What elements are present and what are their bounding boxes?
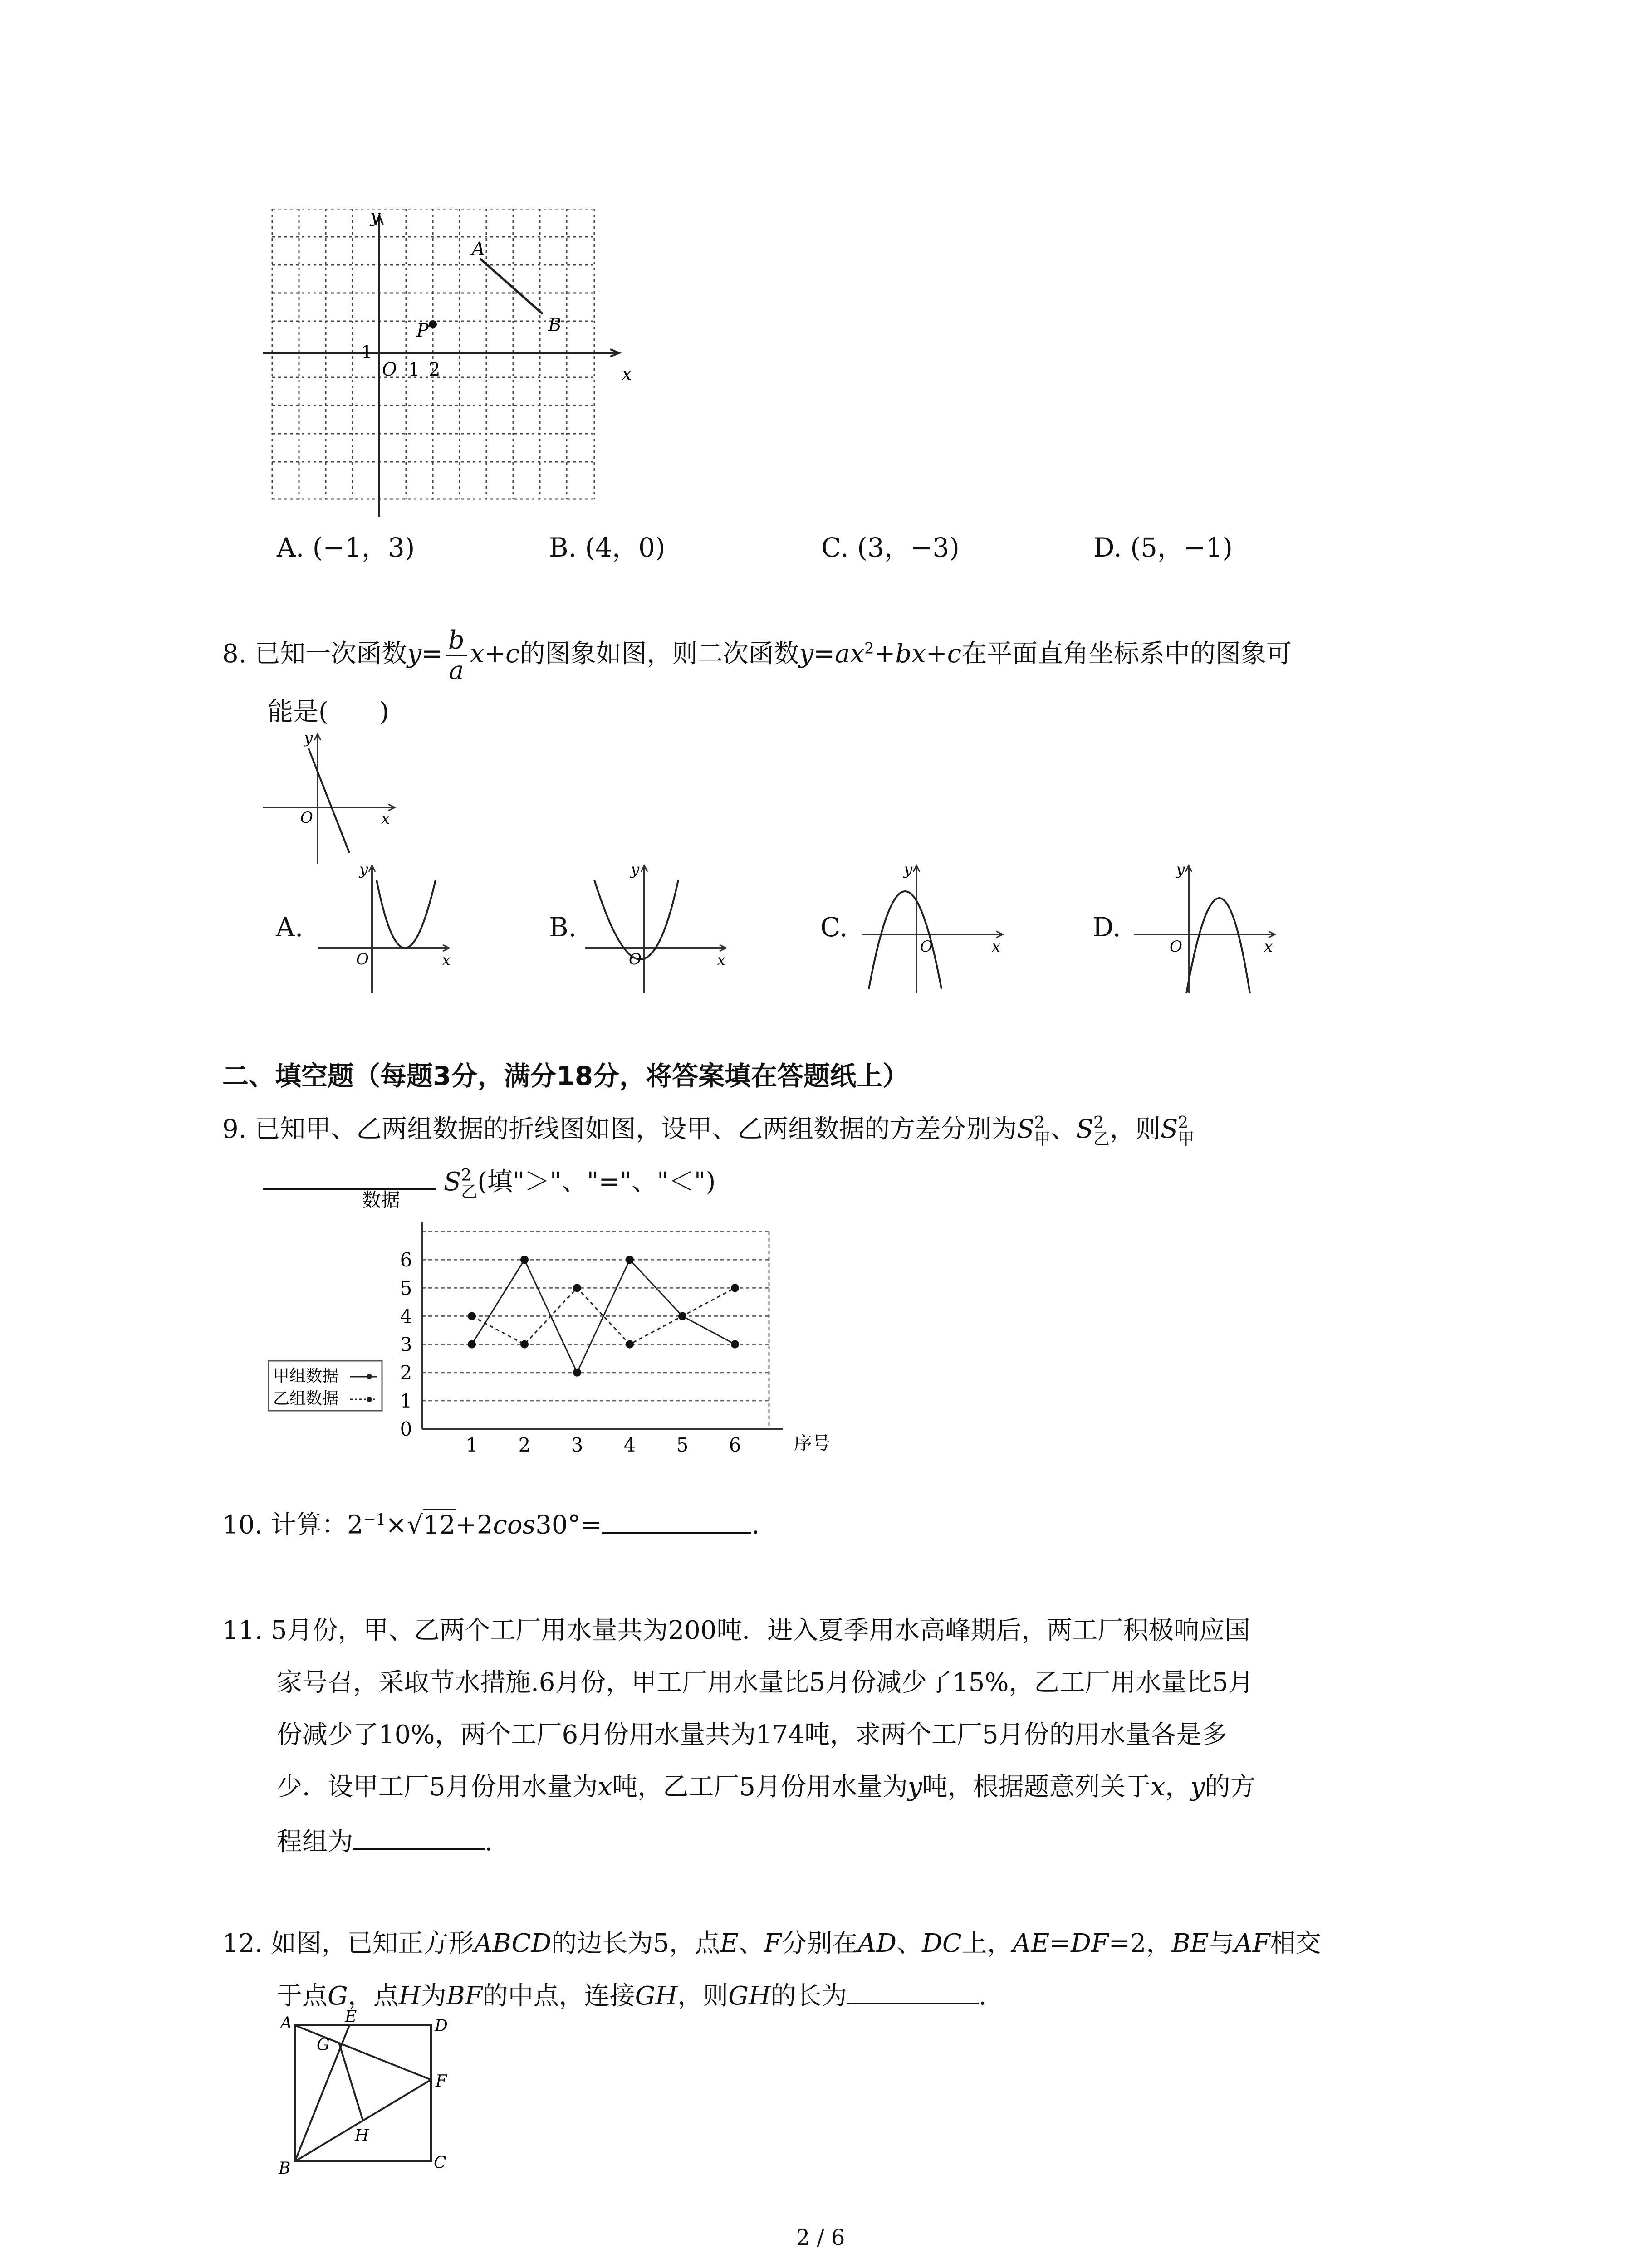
q7-option-a[interactable]	[277, 526, 415, 564]
q12-text: ，点	[348, 1981, 399, 2011]
q7-coordinate-grid	[254, 209, 635, 517]
q8-option-b-graph	[581, 862, 735, 998]
label-d: D	[435, 2017, 448, 2035]
option-value: (−1，3)	[312, 532, 415, 563]
chart-x-tick-label: 2	[518, 1434, 531, 1456]
chart-ylabel: 数据	[362, 1189, 401, 1211]
q7-option-d[interactable]	[1093, 526, 1233, 564]
option-letter: B.	[549, 532, 577, 563]
question-number: 10.	[222, 1510, 263, 1540]
option-value: (5，−1)	[1130, 532, 1233, 563]
origin-label: O	[920, 938, 933, 956]
option-letter: C.	[821, 532, 849, 563]
q8-linear-graph	[259, 730, 408, 866]
label-h: H	[355, 2126, 369, 2145]
chart-y-tick-label: 5	[400, 1277, 412, 1300]
sup: 2	[1093, 1113, 1104, 1132]
x-tick-2: 2	[429, 359, 441, 380]
q9-answer-blank[interactable]	[263, 1161, 436, 1190]
chart-legend	[269, 1361, 382, 1411]
series-1-point	[626, 1256, 634, 1264]
variance-symbol: S	[1076, 1114, 1094, 1144]
q12-var: DC	[922, 1929, 962, 1958]
series-2-point	[731, 1284, 739, 1292]
series-1-point	[520, 1256, 529, 1264]
question-number: 11.	[222, 1616, 263, 1645]
q12-text: 与	[1209, 1929, 1234, 1958]
q9-question	[222, 1111, 1194, 1148]
q7-option-c[interactable]	[821, 526, 960, 564]
chart-xlabel: 序号	[794, 1433, 830, 1454]
series-2-point	[520, 1340, 529, 1349]
axis-y-label: y	[359, 862, 368, 879]
q11-text: 吨，乙工厂5月份用水量为	[612, 1772, 908, 1802]
sup: 2	[461, 1166, 472, 1185]
q8-quad-exponent: 2	[864, 639, 874, 657]
q8-text: 已知一次函数	[255, 639, 407, 669]
q12-var: BE	[1171, 1929, 1209, 1958]
chart-grid	[422, 1232, 769, 1429]
q11-line-2: 家号召，采取节水措施.6月份，甲工厂用水量比5月份减少了15%，乙工厂用水量比5月	[277, 1668, 1254, 1697]
q8-linear-y: y=	[407, 639, 443, 669]
y-tick-1: 1	[361, 342, 373, 363]
axis-y-label: y	[904, 862, 913, 879]
q10-times: ×	[386, 1510, 407, 1540]
q12-var: ABCD	[474, 1929, 552, 1958]
q12-var: H	[398, 1981, 421, 2011]
chart-x-tick-label: 1	[465, 1434, 478, 1456]
label-e: E	[345, 2009, 357, 2026]
linear-line	[309, 748, 349, 853]
q12-var: AE=DF=	[1012, 1929, 1130, 1958]
q10-end: .	[751, 1510, 760, 1540]
chart-y-tick-label: 2	[400, 1361, 412, 1384]
chart-axes	[422, 1222, 783, 1429]
q9-line-chart	[259, 1188, 839, 1461]
option-value: (4，0)	[585, 532, 666, 563]
series-1-point	[468, 1340, 476, 1349]
segment-ab	[480, 259, 543, 314]
q8-option-d-graph	[1130, 862, 1284, 998]
q12-answer-blank[interactable]	[847, 1975, 979, 2004]
fraction-numerator: b	[446, 626, 467, 656]
q8-question	[222, 626, 1292, 685]
q12-square-figure	[272, 2009, 463, 2177]
q12-text: 的边长为5，点	[551, 1929, 720, 1958]
q12-text: 、	[896, 1929, 922, 1958]
fraction-denominator: a	[449, 656, 464, 685]
variance-symbol: S	[1161, 1114, 1178, 1144]
chart-y-tick-label: 6	[400, 1249, 412, 1271]
q12-text: 的中点，连接	[482, 1981, 635, 2011]
option-value: (3，−3)	[857, 532, 960, 563]
q10-angle: 30°=	[535, 1510, 602, 1540]
axis-y-label: y	[631, 862, 640, 879]
q12-text: 的长为	[770, 1981, 847, 2011]
q10-plus: +2	[455, 1510, 493, 1540]
q12-text: 上，	[961, 1929, 1013, 1958]
q8-fraction	[446, 626, 467, 685]
chart-y-tick-label: 4	[400, 1305, 412, 1328]
legend-series-2: 乙组数据	[273, 1389, 339, 1408]
parabola	[1186, 898, 1250, 993]
series-2-point	[573, 1284, 581, 1292]
q10-base: 2	[347, 1510, 363, 1540]
origin-label: O	[300, 809, 313, 827]
q12-var: AD	[857, 1929, 896, 1958]
q10-exponent: −1	[363, 1510, 386, 1528]
variance-sub-sup	[1178, 1115, 1194, 1148]
variance-symbol: S	[1017, 1114, 1034, 1144]
q10-question	[222, 1501, 759, 1544]
origin-label: O	[356, 950, 369, 968]
q9-then: ，则	[1110, 1114, 1161, 1144]
axis-x-label: x	[992, 938, 1001, 956]
x-axis-label: x	[622, 364, 632, 385]
q12-text: 分别在	[781, 1929, 858, 1958]
q12-var: GH	[728, 1981, 771, 2011]
chart-y-tick-label: 3	[400, 1333, 412, 1356]
variance-symbol: S	[443, 1167, 461, 1197]
q11-text: ，	[1165, 1772, 1191, 1802]
segment-gh	[339, 2043, 363, 2121]
q11-line-3: 份减少了10%，两个工厂6月份用水量共为174吨，求两个工厂5月份的用水量各是多	[277, 1720, 1227, 1750]
q11-text: 的方	[1205, 1772, 1256, 1802]
axis-x-label: x	[442, 951, 451, 969]
q10-label: 计算：	[270, 1510, 347, 1540]
segment-af	[295, 2025, 431, 2080]
origin-label: O	[629, 950, 642, 968]
series-2-point	[468, 1312, 476, 1320]
q8-line2: 能是( )	[268, 697, 389, 727]
axis-x-label: x	[381, 810, 390, 828]
q10-cos: cos	[493, 1510, 536, 1540]
label-p: P	[416, 320, 429, 341]
q9-text: 已知甲、乙两组数据的折线图如图，设甲、乙两组数据的方差分别为	[255, 1114, 1017, 1144]
series-2-point	[626, 1340, 634, 1349]
option-letter: A.	[277, 532, 304, 563]
x-tick-1: 1	[408, 359, 420, 380]
question-number: 12.	[222, 1929, 263, 1958]
q11-end: .	[485, 1827, 493, 1857]
point-p	[429, 320, 437, 328]
chart-x-tick-label: 5	[676, 1434, 689, 1456]
legend-series-1: 甲组数据	[273, 1367, 339, 1385]
separator: 、	[1050, 1114, 1076, 1144]
y-axis-label: y	[370, 209, 381, 227]
q11-text: 吨，根据题意列关于	[922, 1772, 1151, 1802]
q12-line-2	[277, 1975, 987, 2014]
chart-x-tick-label: 3	[571, 1434, 583, 1456]
series-1-point	[573, 1369, 581, 1377]
q11-text: 程组为	[277, 1827, 353, 1857]
label-b: B	[548, 315, 562, 336]
sqrt-sign: √	[407, 1510, 423, 1540]
label-origin: O	[382, 359, 397, 380]
q12-end: .	[978, 1981, 987, 2011]
q12-text: 于点	[277, 1981, 328, 2011]
chart-ticks	[400, 1249, 741, 1456]
origin-label: O	[1170, 938, 1182, 956]
chart-x-tick-label: 6	[729, 1434, 741, 1456]
sub: 乙	[461, 1182, 478, 1201]
q12-text: 2，	[1130, 1929, 1172, 1958]
sub: 甲	[1178, 1129, 1195, 1149]
q12-var: AF	[1234, 1929, 1270, 1958]
q8-option-c[interactable]: C.	[820, 912, 848, 943]
q12-text: 相交	[1270, 1929, 1321, 1958]
chart-y-tick-label: 1	[400, 1389, 412, 1412]
label-a: A	[472, 239, 485, 259]
q11-line-1	[222, 1613, 1250, 1649]
q10-answer-blank[interactable]	[602, 1505, 751, 1534]
question-number: 9.	[222, 1114, 247, 1144]
q8-text-post: 在平面直角坐标系中的图象可	[961, 639, 1292, 669]
q8-option-a-graph	[313, 862, 458, 998]
q11-line-5	[277, 1821, 493, 1860]
var-y: y	[907, 1772, 922, 1802]
var-x: x	[598, 1772, 612, 1802]
variance-sub-sup	[1093, 1115, 1110, 1148]
sup: 2	[1034, 1113, 1045, 1132]
q12-var: BF	[446, 1981, 483, 2011]
q8-option-c-graph	[857, 862, 1012, 998]
q9-fill-hint: (填"＞"、"="、"＜")	[477, 1167, 716, 1197]
parabola	[377, 880, 436, 948]
q8-quad: y=ax	[799, 639, 865, 669]
axis-y-label: y	[304, 730, 313, 747]
q8-linear-rest: x+c	[470, 639, 520, 669]
var-y: y	[1190, 1772, 1205, 1802]
series-1-point	[731, 1340, 739, 1349]
sub: 甲	[1034, 1129, 1051, 1149]
q8-text-mid: 的图象如图，则二次函数	[519, 639, 799, 669]
axis-y-label: y	[1176, 862, 1185, 879]
q8-option-a[interactable]: A.	[276, 912, 304, 943]
q11-text: 少．设甲工厂5月份用水量为	[277, 1772, 598, 1802]
q12-text: 为	[421, 1981, 446, 2011]
sub: 乙	[1093, 1129, 1110, 1149]
series-2-point	[678, 1312, 686, 1320]
q11-answer-blank[interactable]	[353, 1821, 485, 1850]
axis-x-label: x	[717, 951, 726, 969]
label-a: A	[280, 2014, 292, 2033]
page-number: 2 / 6	[796, 2225, 845, 2250]
q8-option-b[interactable]: B.	[549, 912, 577, 943]
label-g: G	[317, 2036, 330, 2054]
q12-var: GH	[635, 1981, 678, 2011]
q11-line-4	[277, 1769, 1256, 1805]
chart-x-tick-label: 4	[623, 1434, 636, 1456]
label-f: F	[436, 2072, 447, 2091]
q8-quad-rest: +bx+c	[874, 639, 962, 669]
var-x: x	[1151, 1772, 1166, 1802]
q12-var: E	[720, 1929, 739, 1958]
label-b: B	[279, 2159, 291, 2177]
q12-line-1	[222, 1926, 1321, 1962]
q12-var: F	[764, 1929, 782, 1958]
q12-text: 、	[738, 1929, 764, 1958]
label-c: C	[434, 2154, 446, 2172]
q12-text: 如图，已知正方形	[270, 1929, 474, 1958]
q7-option-b[interactable]	[549, 526, 666, 564]
q12-text: ，则	[677, 1981, 729, 2011]
sup: 2	[1178, 1113, 1189, 1132]
q12-var: G	[328, 1981, 348, 2011]
q10-radicand: 12	[423, 1509, 456, 1540]
chart-y-tick-label: 0	[400, 1418, 412, 1440]
section-title: 二、填空题（每题3分，满分18分，将答案填在答题纸上）	[222, 1061, 909, 1091]
axis-x-label: x	[1264, 938, 1273, 956]
q8-option-d[interactable]: D.	[1092, 912, 1121, 943]
option-letter: D.	[1093, 532, 1122, 563]
question-number: 8.	[222, 639, 247, 669]
q11-text: 5月份，甲、乙两个工厂用水量共为200吨．进入夏季用水高峰期后，两工厂积极响应国	[270, 1616, 1250, 1645]
variance-sub-sup	[1034, 1115, 1051, 1148]
